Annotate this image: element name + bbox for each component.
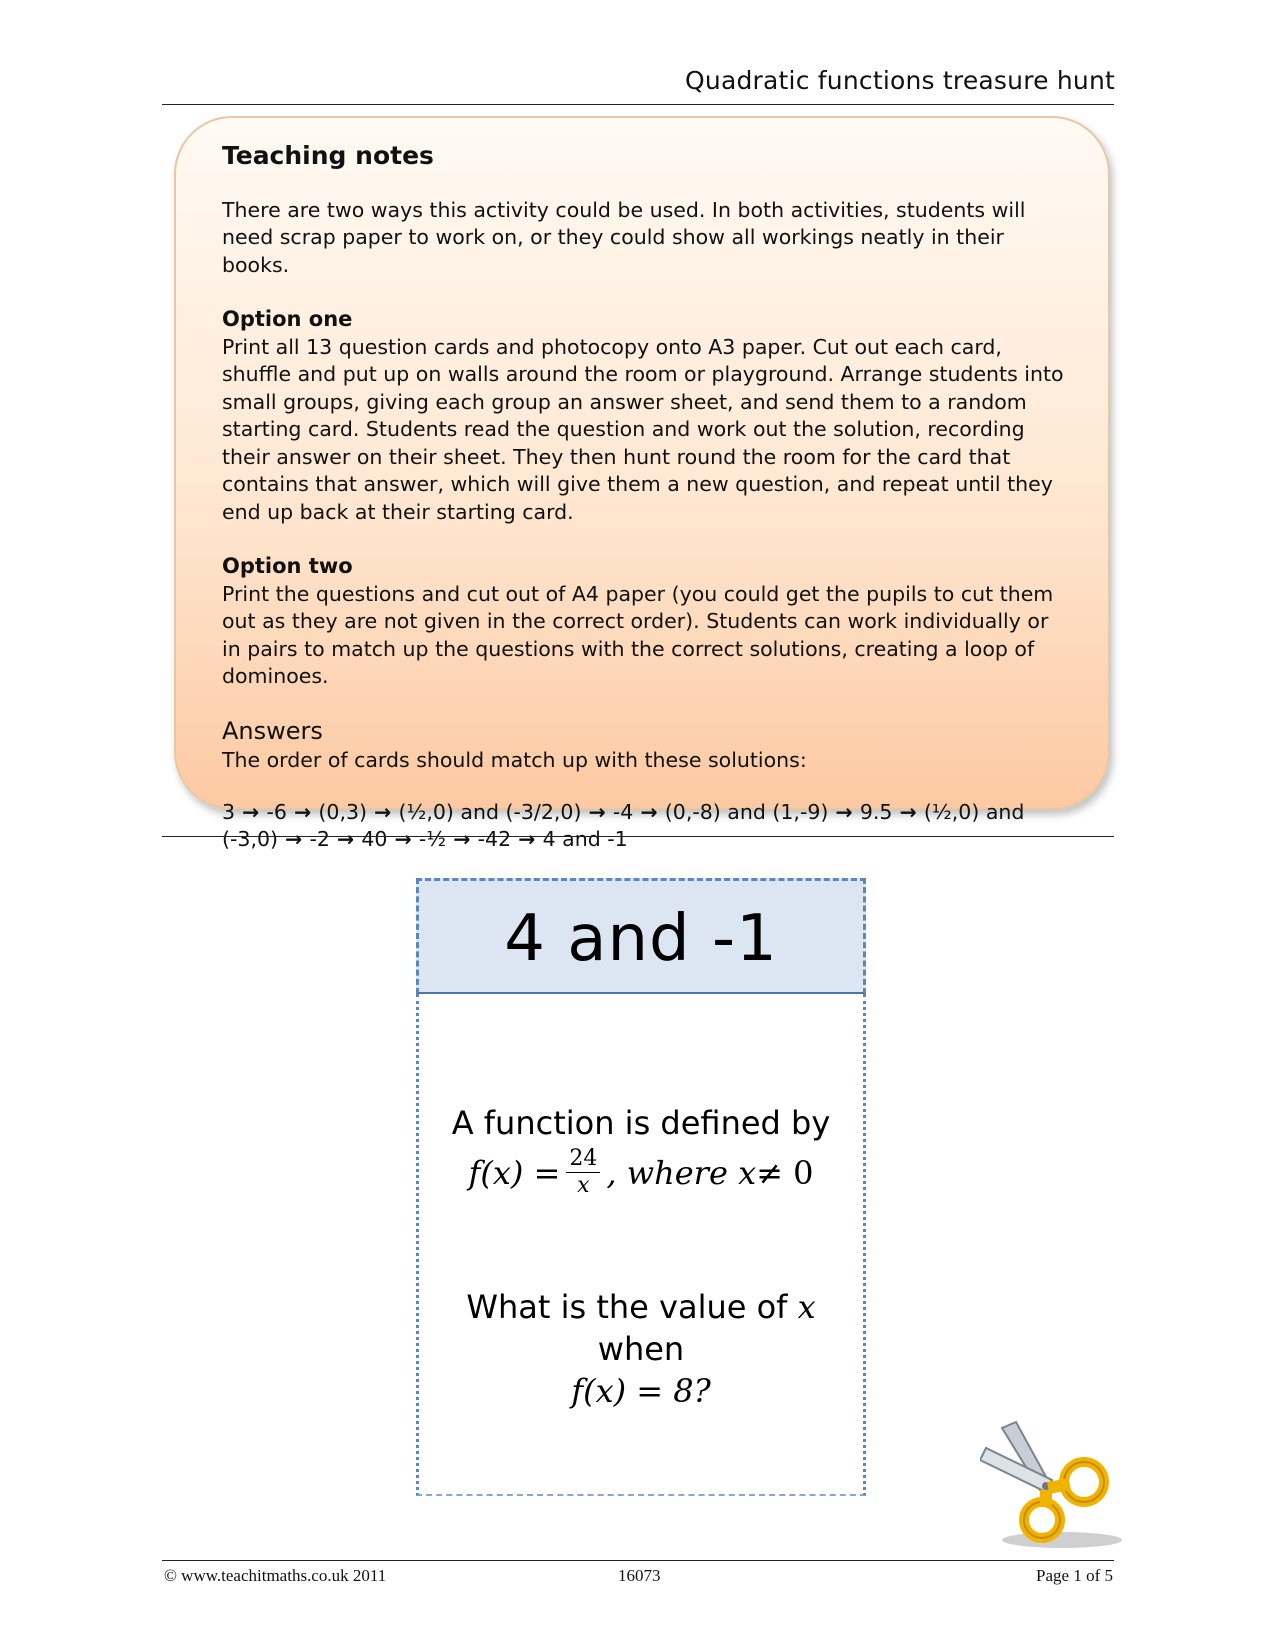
- question-variable: x: [797, 1288, 816, 1326]
- answer-item: (½,0) and (-3,0): [222, 799, 1025, 851]
- footer-copyright: © www.teachitmaths.co.uk 2011: [164, 1566, 387, 1585]
- answer-item: -2: [309, 827, 330, 851]
- header-divider: [162, 104, 1114, 105]
- answer-item: 40: [361, 827, 388, 851]
- question-line2: f(x) = 8?: [571, 1372, 711, 1410]
- answer-item: (½,0) and (-3/2,0): [398, 799, 582, 824]
- answer-item: -6: [266, 799, 287, 824]
- intro-paragraph: There are two ways this activity could be used. In both activities, students will need scrap paper to work on, or they could show all workings neatly in their books.: [222, 197, 1026, 277]
- arrow-icon: →: [387, 827, 419, 851]
- document-title: Quadratic functions treasure hunt: [685, 66, 1115, 95]
- arrow-icon: →: [235, 799, 267, 824]
- formula-condition: , where x: [606, 1153, 757, 1192]
- card-question-panel: [416, 994, 866, 1496]
- section-divider: [162, 836, 1114, 837]
- card-answer: 4 and -1: [504, 901, 778, 976]
- question-card: [416, 878, 866, 1496]
- arrow-icon: →: [828, 799, 860, 824]
- teaching-notes-box: [174, 116, 1110, 851]
- arrow-icon: →: [329, 827, 362, 851]
- teaching-notes-heading: Teaching notes: [222, 141, 434, 170]
- arrow-icon: →: [286, 799, 319, 824]
- answer-item: 3: [222, 799, 236, 824]
- option-one-heading: Option one: [222, 307, 353, 331]
- footer-divider: [162, 1560, 1114, 1561]
- answers-intro: The order of cards should match up with these solutions:: [222, 748, 807, 772]
- card-answer-panel: [416, 878, 866, 994]
- answer-item: -4: [612, 799, 634, 824]
- answer-item: 9.5: [859, 799, 893, 824]
- option-two-paragraph: Print the questions and cut out of A4 paper (you could get the pupils to cut them out as they are not given in the correct order). Students can work individually or in pairs to match up the questions with the correct solutions, creating a loop of dominoes.: [222, 581, 1054, 688]
- footer-resource-code: 16073: [618, 1566, 661, 1585]
- arrow-icon: →: [446, 827, 478, 851]
- answer-item: (0,-8) and (1,-9): [664, 799, 829, 824]
- answers-heading: Answers: [222, 716, 323, 745]
- scissors-icon: [980, 1400, 1130, 1550]
- arrow-icon: →: [511, 827, 543, 851]
- question-intro: A function is defined by: [451, 1104, 831, 1142]
- arrow-icon: →: [278, 827, 310, 851]
- answers-chain: [222, 799, 1068, 854]
- formula-denominator: x: [577, 1173, 590, 1198]
- formula-numerator: 24: [566, 1146, 600, 1173]
- answer-item: (0,3): [318, 799, 368, 824]
- formula-fraction: [566, 1146, 600, 1199]
- question-text: [419, 1286, 863, 1412]
- answer-item: 4 and -1: [542, 827, 628, 851]
- option-one-paragraph: Print all 13 question cards and photocopy onto A3 paper. Cut out each card, shuffle and put up on walls around the room or playground. Arrange students into small groups, giving each group an answer sheet, and send them to a random starting card. Students read the question and work out the solution, recording their answer on their sheet. They then hunt round the room for the card that contains that answer, which will give them a new question, and repeat until they end up back at their starting card.: [222, 334, 1064, 524]
- footer-page-number: Page 1 of 5: [1036, 1566, 1113, 1585]
- question-line1-b: when: [597, 1330, 685, 1368]
- arrow-icon: →: [892, 799, 924, 824]
- arrow-icon: →: [581, 799, 613, 824]
- arrow-icon: →: [633, 799, 665, 824]
- option-two-heading: Option two: [222, 554, 353, 578]
- formula-lhs: f(x) =: [468, 1153, 561, 1192]
- answer-item: -42: [477, 827, 512, 851]
- answer-item: -½: [418, 827, 447, 851]
- function-formula: [419, 1146, 863, 1199]
- formula-not-equal: ≠ 0: [756, 1153, 814, 1192]
- arrow-icon: →: [367, 799, 399, 824]
- question-line1-a: What is the value of: [466, 1288, 798, 1326]
